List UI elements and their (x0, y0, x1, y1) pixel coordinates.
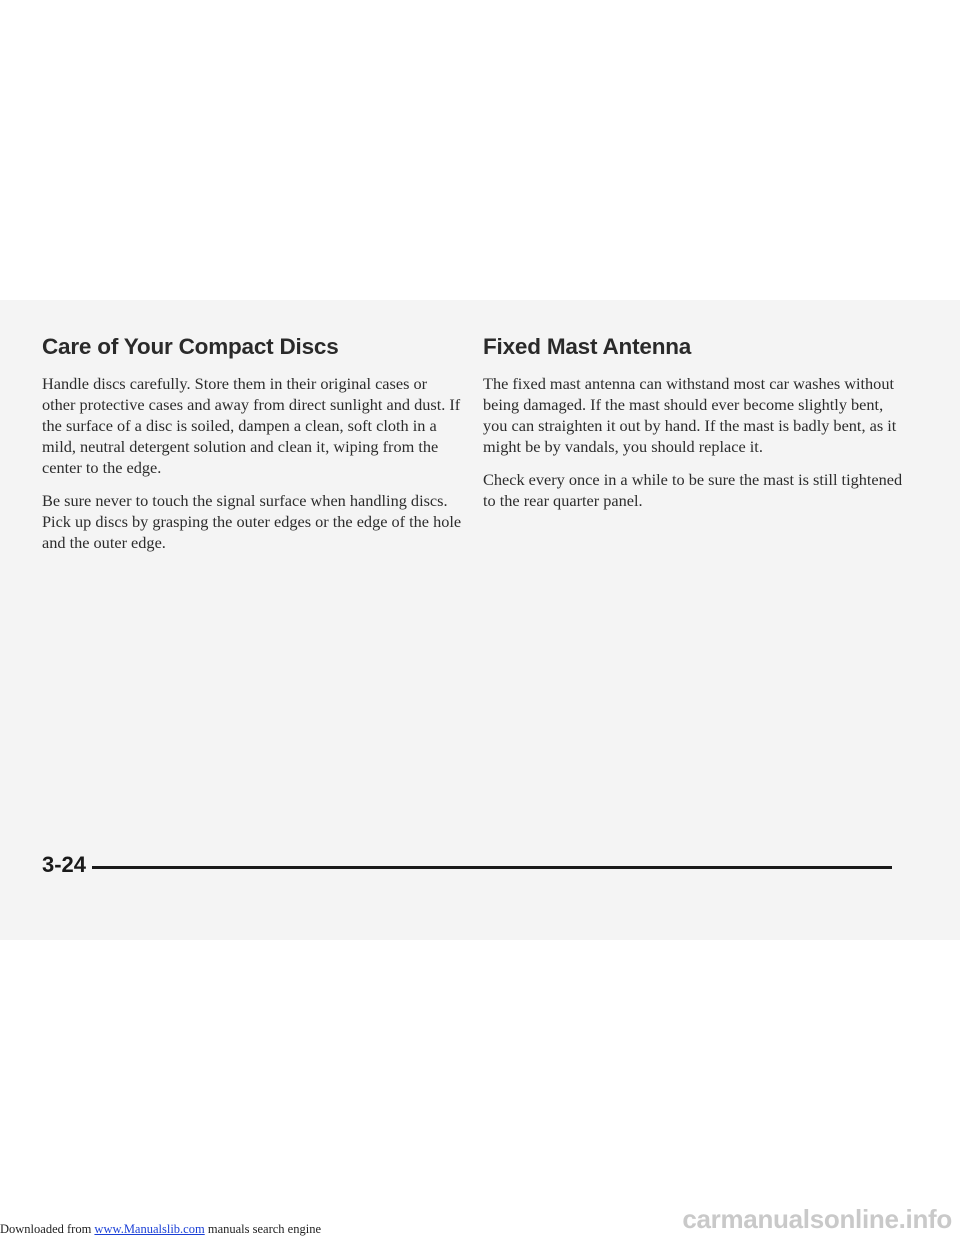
antenna-paragraph-2: Check every once in a while to be sure the mast is still tightened to the rear quarter panel. (483, 470, 903, 510)
compact-discs-paragraph-2: Be sure never to touch the signal surface when handling discs. Pick up discs by grasping the outer edges or the edge of the hole and the outer edge. (42, 491, 462, 552)
footer-rule (92, 866, 892, 869)
watermark: carmanualsonline.info (682, 1204, 952, 1234)
banner-suffix: manuals search engine (204, 1222, 321, 1236)
banner-prefix: Downloaded from (0, 1222, 95, 1236)
right-column (483, 334, 903, 523)
page-number: 3-24 (42, 852, 87, 877)
left-column (42, 334, 462, 565)
compact-discs-heading: Care of Your Compact Discs (42, 334, 339, 359)
manualslib-link[interactable]: www.Manualslib.com (94, 1222, 205, 1236)
compact-discs-paragraph-1: Handle discs carefully. Store them in their original cases or other protective cases and away from direct sunlight and dust. If the surface of a disc is soiled, dampen a clean, soft cloth in a mild, neutral detergent solution and clean it, wiping from the center to the edge. (42, 374, 461, 477)
download-banner (0, 1222, 321, 1237)
antenna-heading: Fixed Mast Antenna (483, 334, 692, 359)
antenna-paragraph-1: The fixed mast antenna can withstand most car washes without being damaged. If the mast should ever become slightly bent, you can straighten it out by hand. If the mast is badly bent, as it might be by vandals, you should replace it. (483, 374, 897, 456)
